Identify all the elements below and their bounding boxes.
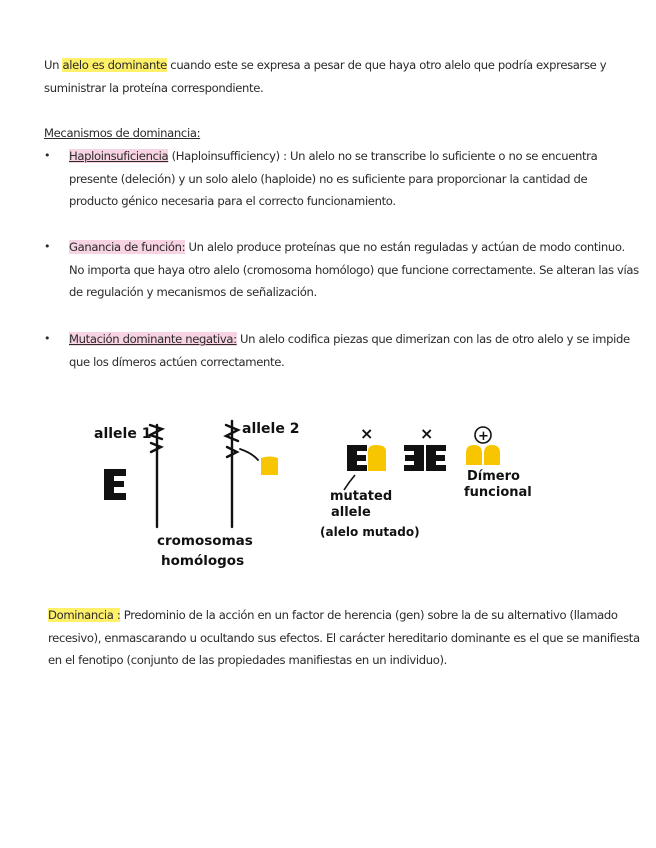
definition-paragraph: Dominancia : Predominio de la acción en un factor de herencia (gen) sobre la de su alternativo (llamado recesivo), enmascarando u ocultando sus efectos. El carácter hereditario dominante es el que se manifiesta en el fenotipo (conjunto de las propiedades manifiestas en un individuo). <box>48 608 640 667</box>
mechanisms-heading: Mecanismos de dominancia: <box>44 126 201 140</box>
mutated-arrow <box>344 475 355 490</box>
chromosomes-label-line-1: cromosomas <box>157 533 253 549</box>
mechanism-item-gain-of-function: • Ganancia de función: Un alelo produce proteínas que no están reguladas y actúan de modo continuo. No importa que haya otro alelo (cromosoma homólogo) que funcione correctamente. Se alteran las vías de regulación y mecanismos de señalización. <box>44 236 644 304</box>
allele-2-label: allele 2 <box>242 421 300 437</box>
mechanism-term: Haploinsuficiencia <box>69 149 169 163</box>
bullet-dot: • <box>44 149 51 162</box>
mechanism-term: Ganancia de función: <box>69 240 186 254</box>
bullet-dot: • <box>44 332 51 345</box>
functional-dimer <box>466 427 500 465</box>
mutated-allele-piece <box>104 469 126 500</box>
dimer-label-line-2: funcional <box>464 485 532 500</box>
definition-term: Dominancia : <box>48 608 121 622</box>
chromosome-1 <box>150 425 162 527</box>
mutated-label-line-1: mutated <box>330 489 393 504</box>
intro-line-1: Un alelo es dominante cuando este se expresa a pesar de que haya otro alelo que podría expresarse y <box>44 58 607 72</box>
dimer-label-line-1: Dímero <box>467 469 520 484</box>
mechanism-item-haploinsufficiency: • Haploinsuficiencia (Haploinsufficiency) : Un alelo no se transcribe lo suficiente o no se encuentra presente (deleción) y un solo alelo (haploide) no es suficiente para proporcionar la cantidad de producto génico necesaria para el correcto funcionamiento. <box>44 145 644 213</box>
intro-line-2: suministrar la proteína correspondiente. <box>44 80 264 95</box>
mutated-label-line-2: allele <box>331 505 371 520</box>
mechanism-item-dominant-negative: • Mutación dominante negativa: Un alelo codifica piezas que dimerizan con las de otro alelo y se impide que los dímeros actúen correctamente. <box>44 328 644 373</box>
mixed-dimer <box>347 424 386 471</box>
plus-mark: + <box>478 429 489 444</box>
mutant-dimer <box>404 424 446 471</box>
mechanism-term: Mutación dominante negativa: <box>69 332 237 346</box>
dominance-diagram <box>0 405 656 605</box>
mutated-label-line-3: (alelo mutado) <box>320 525 420 539</box>
intro-paragraph <box>44 54 634 99</box>
cross-mark-1: × <box>360 424 374 443</box>
intro-highlight: alelo es dominante <box>62 58 167 72</box>
cross-mark-2: × <box>420 424 434 443</box>
chromosomes-label-line-2: homólogos <box>161 553 245 569</box>
allele-1-label: allele 1 <box>94 426 152 442</box>
wildtype-allele-piece <box>261 457 278 476</box>
bullet-dot: • <box>44 240 51 253</box>
